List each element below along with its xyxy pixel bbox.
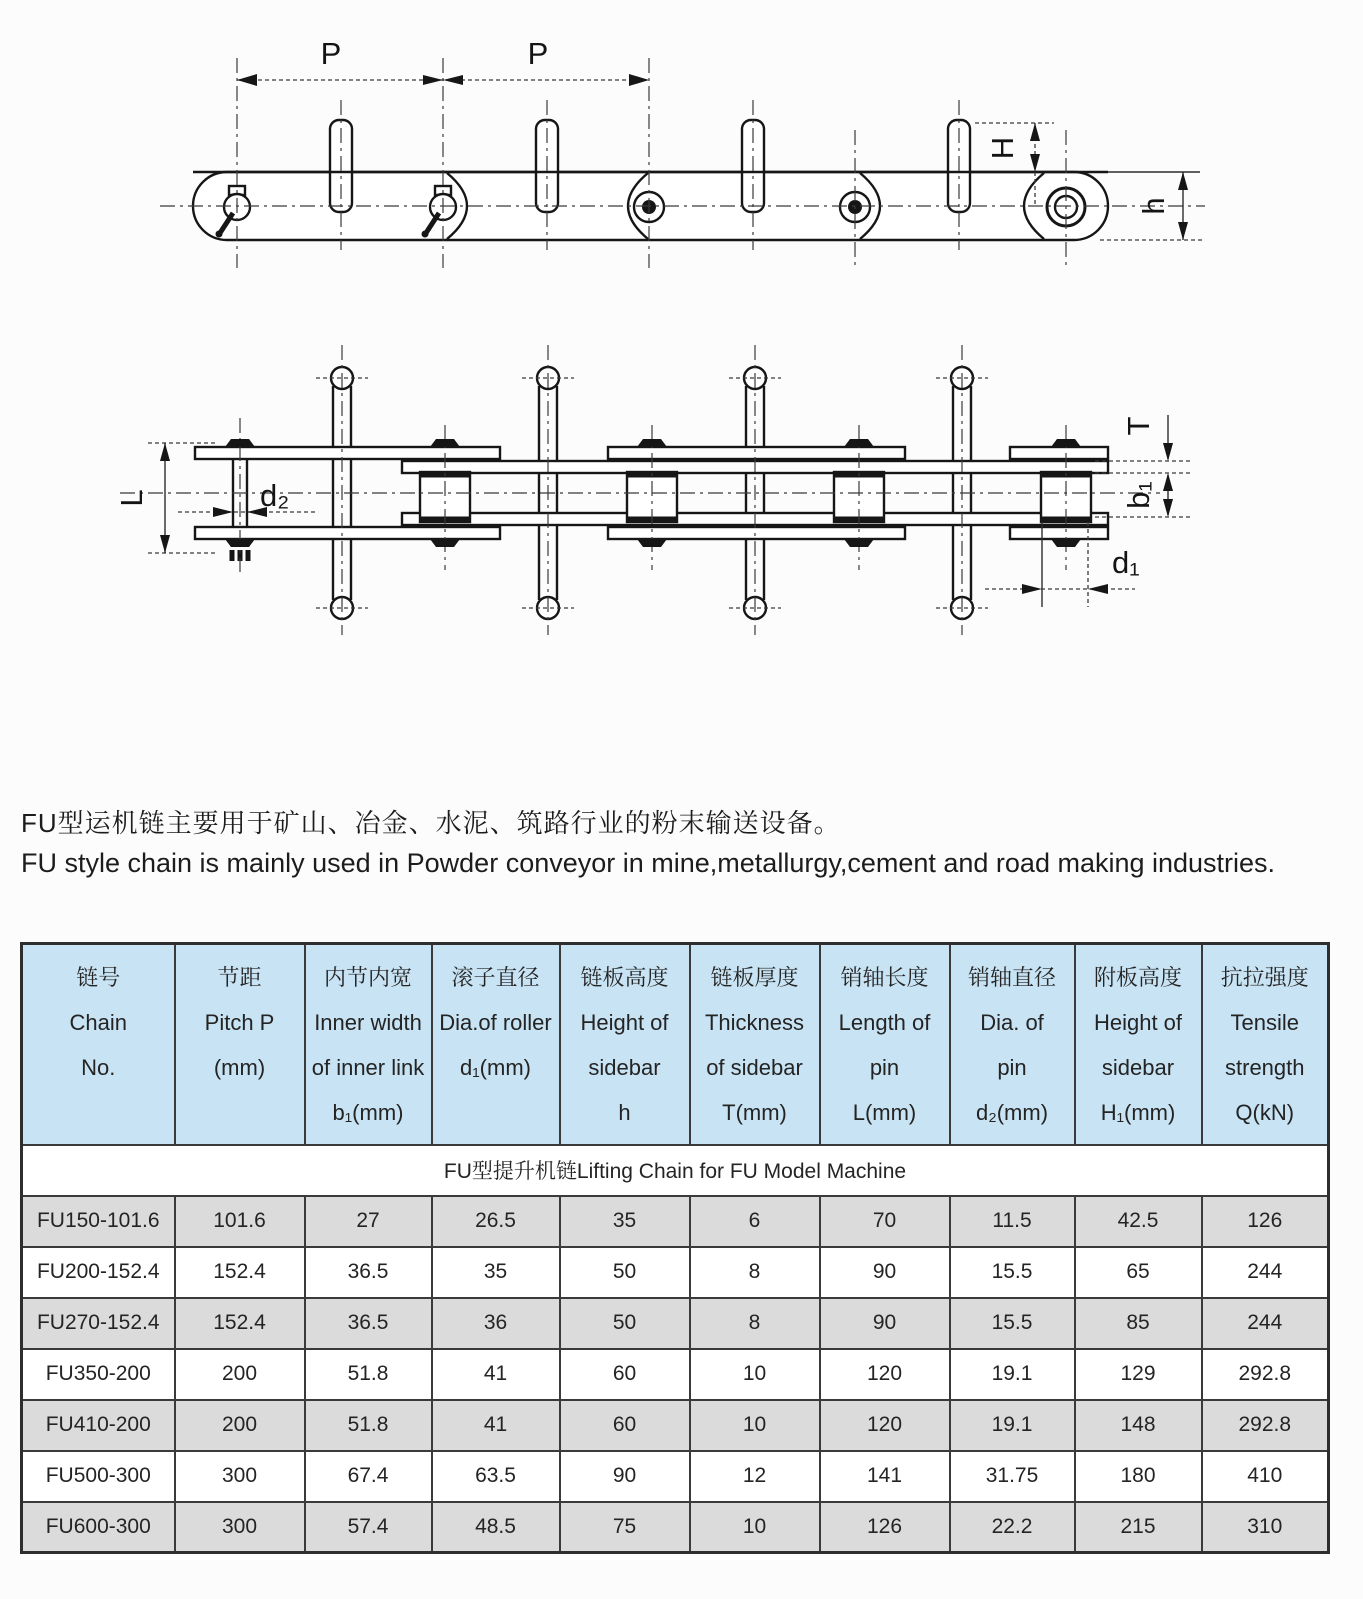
table-cell: 90: [560, 1451, 690, 1502]
table-cell: 6: [690, 1196, 820, 1247]
table-row: [22, 1247, 1329, 1298]
table-cell: 101.6: [175, 1196, 305, 1247]
dim-label-inner-width: b₁: [1121, 481, 1156, 509]
table-cell: 310: [1202, 1502, 1329, 1553]
dim-label-sidebar-height: h: [1136, 197, 1171, 215]
table-cell: 35: [432, 1247, 560, 1298]
column-header-line: T(mm): [722, 1100, 787, 1125]
side-view-drawing: [0, 0, 1363, 312]
dim-label-pitch-1: P: [320, 36, 342, 71]
column-header-line: Chain: [69, 1010, 127, 1035]
table-row: [22, 1451, 1329, 1502]
dim-label-sidebar-thickness: T: [1121, 416, 1156, 436]
plan-view-drawing: [0, 330, 1363, 660]
table-cell: 300: [175, 1451, 305, 1502]
table-cell: 410: [1202, 1451, 1329, 1502]
table-cell: 12: [690, 1451, 820, 1502]
column-header-line: 内节内宽: [323, 965, 412, 990]
table-cell: 36: [432, 1298, 560, 1349]
table-cell: 11.5: [950, 1196, 1075, 1247]
table-cell: 50: [560, 1247, 690, 1298]
table-cell: FU270-152.4: [22, 1298, 175, 1349]
table-cell: 90: [820, 1298, 950, 1349]
table-cell: 42.5: [1075, 1196, 1202, 1247]
table-row: [22, 1298, 1329, 1349]
column-header: [175, 944, 305, 1145]
table-cell: 36.5: [305, 1298, 432, 1349]
description-block: [21, 804, 1275, 884]
column-header-line: (mm): [213, 1055, 266, 1080]
column-header-line: Dia.of roller: [439, 1010, 552, 1035]
column-header: [1202, 944, 1329, 1145]
table-cell: 292.8: [1202, 1349, 1329, 1400]
column-header-line: 抗拉强度: [1220, 965, 1309, 990]
table-cell: 51.8: [305, 1349, 432, 1400]
column-header-line: No.: [81, 1055, 116, 1080]
table-cell: 67.4: [305, 1451, 432, 1502]
column-header: [22, 944, 175, 1145]
table-cell: 48.5: [432, 1502, 560, 1553]
table-cell: 126: [1202, 1196, 1329, 1247]
column-header-line: [433, 1090, 559, 1135]
table-cell: FU200-152.4: [22, 1247, 175, 1298]
table-cell: FU410-200: [22, 1400, 175, 1451]
table-cell: 152.4: [175, 1247, 305, 1298]
table-subtitle: FU型提升机链Lifting Chain for FU Model Machine: [22, 1145, 1329, 1196]
table-cell: 85: [1075, 1298, 1202, 1349]
table-cell: 31.75: [950, 1451, 1075, 1502]
column-header-line: 销轴长度: [840, 965, 929, 990]
table-subtitle-row: [22, 1145, 1329, 1196]
table-cell: 126: [820, 1502, 950, 1553]
column-header-line: 销轴直径: [967, 965, 1056, 990]
table-cell: 70: [820, 1196, 950, 1247]
table-cell: 19.1: [950, 1349, 1075, 1400]
table-cell: 27: [305, 1196, 432, 1247]
column-header-line: 链板厚度: [710, 965, 799, 990]
column-header: [950, 944, 1075, 1145]
table-cell: 10: [690, 1400, 820, 1451]
column-header-line: [176, 1090, 304, 1135]
column-header: [1075, 944, 1202, 1145]
table-cell: 35: [560, 1196, 690, 1247]
table-cell: 41: [432, 1400, 560, 1451]
table-cell: 120: [820, 1349, 950, 1400]
column-header-line: 链号: [76, 965, 121, 990]
table-cell: 180: [1075, 1451, 1202, 1502]
table-cell: 51.8: [305, 1400, 432, 1451]
table-cell: 15.5: [950, 1247, 1075, 1298]
column-header-line: 链板高度: [580, 965, 669, 990]
column-header-line: 滚子直径: [451, 965, 540, 990]
table-cell: FU350-200: [22, 1349, 175, 1400]
table-cell: 292.8: [1202, 1400, 1329, 1451]
table-cell: 50: [560, 1298, 690, 1349]
table-cell: FU600-300: [22, 1502, 175, 1553]
column-header-line: pin: [869, 1055, 900, 1080]
table-cell: 60: [560, 1400, 690, 1451]
column-header-line: Tensile: [1230, 1010, 1299, 1035]
table-cell: 120: [820, 1400, 950, 1451]
column-header-line: Inner width: [314, 1010, 422, 1035]
column-header-line: Q(kN): [1235, 1100, 1295, 1125]
table-cell: 8: [690, 1247, 820, 1298]
table-cell: 57.4: [305, 1502, 432, 1553]
dim-label-pitch-2: P: [527, 36, 549, 71]
column-header: [305, 944, 432, 1145]
column-header-line: d₂(mm): [975, 1100, 1049, 1125]
column-header: [690, 944, 820, 1145]
table-row: [22, 1196, 1329, 1247]
table-cell: 26.5: [432, 1196, 560, 1247]
column-header: [560, 944, 690, 1145]
column-header-line: 附板高度: [1093, 965, 1182, 990]
column-header-line: b₁(mm): [332, 1100, 404, 1125]
table-cell: 244: [1202, 1247, 1329, 1298]
table-cell: 63.5: [432, 1451, 560, 1502]
table-cell: 15.5: [950, 1298, 1075, 1349]
table-cell: 90: [820, 1247, 950, 1298]
table-header-row: [22, 944, 1329, 1145]
table-cell: 41: [432, 1349, 560, 1400]
column-header-line: Length of: [838, 1010, 931, 1035]
column-header-line: 节距: [217, 965, 262, 990]
table-cell: 200: [175, 1400, 305, 1451]
spec-table: [20, 942, 1330, 1554]
table-cell: 65: [1075, 1247, 1202, 1298]
table-row: [22, 1400, 1329, 1451]
table-cell: FU500-300: [22, 1451, 175, 1502]
table-cell: 22.2: [950, 1502, 1075, 1553]
column-header-line: h: [618, 1100, 631, 1125]
column-header-line: strength: [1225, 1055, 1305, 1080]
table-cell: 141: [820, 1451, 950, 1502]
table-row: [22, 1502, 1329, 1553]
table-cell: 10: [690, 1349, 820, 1400]
description-english: FU style chain is mainly used in Powder conveyor in mine,metallurgy,cement and road making industries.: [21, 848, 1276, 878]
column-header-line: of inner link: [311, 1055, 425, 1080]
column-header-line: Pitch P: [204, 1010, 275, 1035]
table-cell: 75: [560, 1502, 690, 1553]
table-cell: 244: [1202, 1298, 1329, 1349]
table-cell: 200: [175, 1349, 305, 1400]
column-header-line: pin: [997, 1055, 1027, 1080]
dim-label-roller-diameter: d₁: [1112, 545, 1140, 580]
table-cell: 152.4: [175, 1298, 305, 1349]
column-header-line: L(mm): [852, 1100, 917, 1125]
dimension-inner-width: [1095, 473, 1190, 517]
table-cell: 10: [690, 1502, 820, 1553]
table-cell: 215: [1075, 1502, 1202, 1553]
table-cell: 300: [175, 1502, 305, 1553]
table-cell: 8: [690, 1298, 820, 1349]
column-header-line: sidebar: [1101, 1055, 1175, 1080]
column-header-line: Height of: [580, 1010, 669, 1035]
table-cell: 36.5: [305, 1247, 432, 1298]
table-row: [22, 1349, 1329, 1400]
column-header-line: Dia. of: [980, 1010, 1044, 1035]
dimension-sidebar-thickness: [1095, 415, 1190, 473]
column-header-line: sidebar: [588, 1055, 661, 1080]
table-body: [22, 1196, 1329, 1553]
dim-label-pin-diameter: d₂: [260, 478, 290, 513]
table-cell: FU150-101.6: [22, 1196, 175, 1247]
column-header-line: [23, 1090, 174, 1135]
column-header: [820, 944, 950, 1145]
column-header-line: d₁(mm): [460, 1055, 531, 1080]
table-cell: 129: [1075, 1349, 1202, 1400]
column-header-line: of sidebar: [706, 1055, 803, 1080]
column-header: [432, 944, 560, 1145]
table-cell: 148: [1075, 1400, 1202, 1451]
dim-label-attachment-height: H: [985, 136, 1020, 160]
column-header-line: H₁(mm): [1100, 1100, 1176, 1125]
column-header-line: Thickness: [704, 1010, 805, 1035]
description-chinese: FU型运机链主要用于矿山、冶金、水泥、筑路行业的粉末输送设备。: [21, 808, 841, 838]
table-cell: 19.1: [950, 1400, 1075, 1451]
table-cell: 60: [560, 1349, 690, 1400]
dim-label-pin-length: L: [114, 489, 149, 507]
column-header-line: Height of: [1093, 1010, 1183, 1035]
